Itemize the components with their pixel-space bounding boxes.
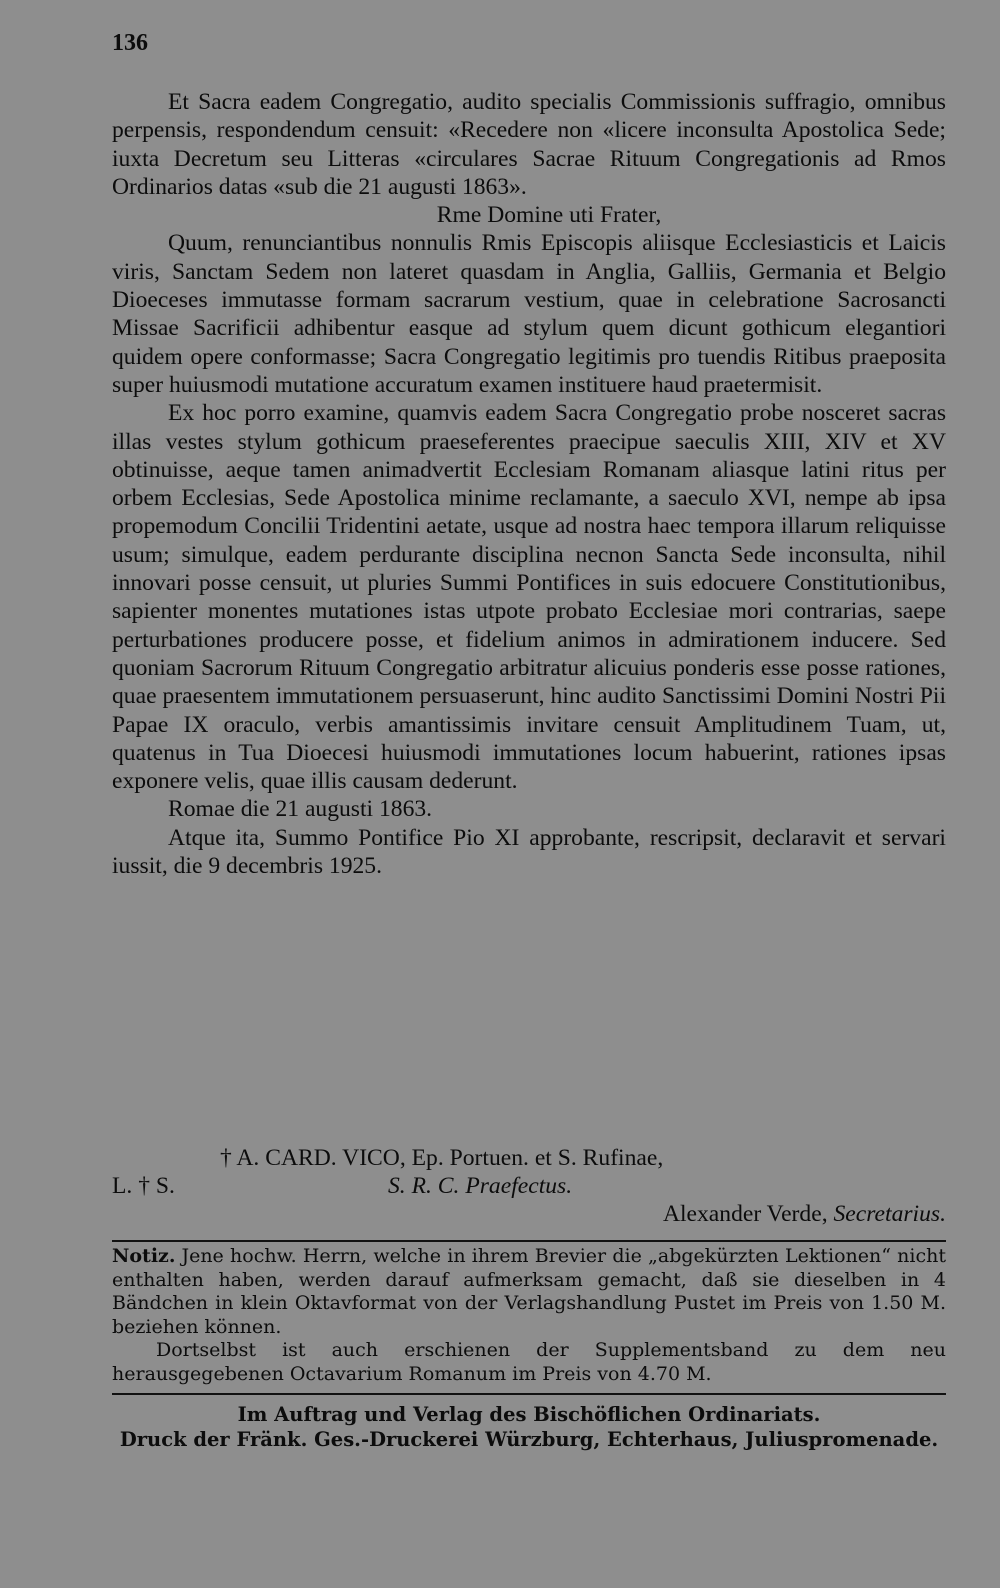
secretary-name: Alexander Verde, [662,1201,828,1227]
signature-cardinal: † A. CARD. VICO, Ep. Portuen. et S. Rufinae, [220,1145,664,1171]
notice-paragraph-1 [112,1245,946,1339]
body-text [112,88,946,880]
divider-rule [112,1240,946,1242]
signature-prefect-title: S. R. C. Praefectus. [388,1173,573,1199]
divider-rule [112,1393,946,1395]
paragraph-rescript: Atque ita, Summo Pontifice Pio XI approbante, rescripsit, declaravit et servari iussit, die 9 decembris 1925. [112,824,946,880]
paragraph-decision: Et Sacra eadem Congregatio, audito specialis Commissionis suffragio, omnibus perpensis, respondendum censuit: «Recedere non «licere inconsulta Apostolica Sede; iuxta Decretum seu Litteras «circulares Sacrae Rituum Congregationis ad Rmos Ordinarios datas «sub die 21 augusti 1863». [112,89,946,200]
signature-secretary [663,1201,946,1228]
notice-block [112,1245,946,1386]
paragraph-letter-1: Quum, renunciantibus nonnulis Rmis Episcopis aliisque Ecclesiasticis et Laicis viris, Sanctam Sedem non lateret quasdam in Anglia, Galliis, Germania et Belgio Dioeceses immutasse formam sacrarum vestium, quae in celebratione Sacrosancti Missae Sacrificii adhibentur easque ad stylum quem dicunt gothicum elegantiori quidem opere conformasse; Sacra Congregatio legitimis pro tuendis Ritibus praeposita super huiusmodi mutatione accuratum examen instituere haud praetermisit. [112,230,946,398]
seal-mark: L. † S. [112,1173,175,1199]
paragraph-date: Romae die 21 augusti 1863. [168,796,433,823]
imprint-publisher: Im Auftrag und Verlag des Bischöflichen Ordinariats. [237,1403,821,1426]
notice-heading: Notiz. [112,1245,176,1267]
imprint-printer: Druck der Fränk. Ges.-Druckerei Würzburg, Echterhaus, Juliuspromenade. [119,1428,939,1451]
imprint [112,1402,946,1452]
paragraph-salutation: Rme Domine uti Frater, [436,202,662,229]
secretary-role: Secretarius. [833,1201,946,1227]
notice-text-1: Jene hochw. Herrn, welche in ihrem Brevier die „abgekürzten Lektionen“ nicht enthalten haben, werden darauf aufmerksam gemacht, daß sie dieselben in 4 Bändchen in klein Oktavformat von der Verlagshandlung Pustet im Preis von 1.50 M. beziehen können. [112,1245,946,1338]
paragraph-letter-2: Ex hoc porro examine, quamvis eadem Sacra Congregatio probe nosceret sacras illas vestes stylum gothicum praeseferentes praecipue saeculis XIII, XIV et XV obtinuisse, aeque tamen animadvertit Ecclesiam Romanam aliasque latini ritus per orbem Ecclesias, Sede Apostolica minime reclamante, a saeculo XVI, nempe ab ipsa propemodum Concilii Tridentini aetate, usque ad nostra haec tempora illarum reliquisse usum; simulque, eadem perdurante disciplina necnon Sancta Sede inconsulta, nihil innovari posse censuit, ut pluries Summi Pontifices in suis edocuere Constitutionibus, sapienter monentes mutationes istas utpote probato Ecclesiae mori contrarias, saepe perturbationes producere posse, et fidelium animos in admirationem inducere. Sed quoniam Sacrorum Rituum Congregatio arbitratur alicuius ponderis esse posse rationes, quae praesentem immutationem persuaserunt, hinc audito Sanctissimi Domini Nostri Pii Papae IX oraculo, verbis amantissimis invitare censuit Amplitudinem Tuam, ut, quatenus in Tua Dioecesi huiusmodi immutationes locum habuerint, rationes ipsas exponere velis, quae illis causam dederunt. [112,400,946,795]
page-number: 136 [112,30,148,56]
notice-paragraph-2: Dortselbst ist auch erschienen der Supplementsband zu dem neu herausgegebenen Octavarium Romanum im Preis von 4.70 M. [112,1339,946,1385]
